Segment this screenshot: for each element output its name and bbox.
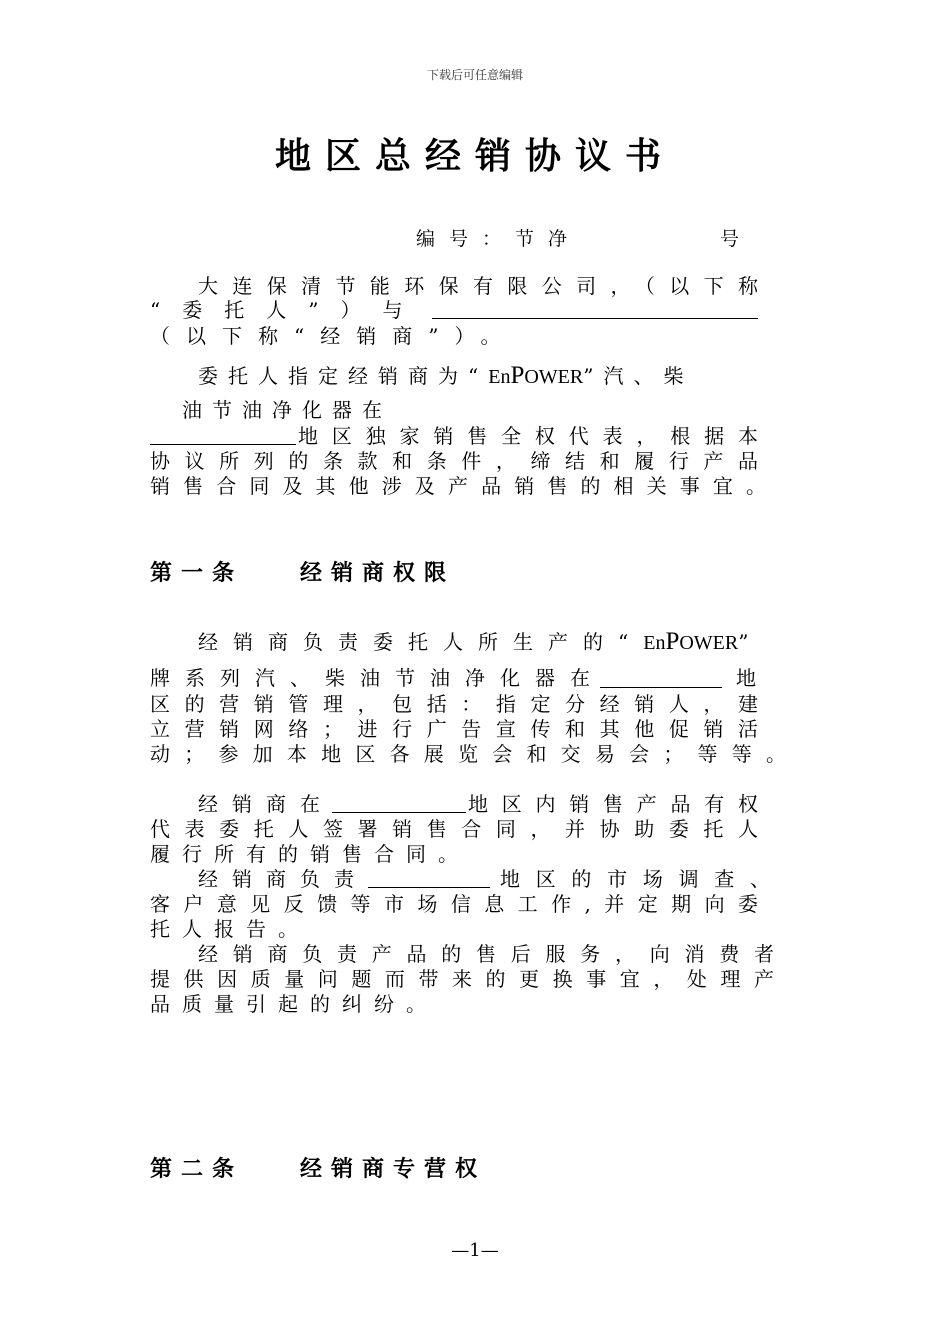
document-title: 地区总经销协议书 xyxy=(274,135,675,177)
para1-line-4: 协议所列的条款和条件，缔结和履行产品 xyxy=(150,449,758,473)
s1p3-line-2: 客户意见反馈等市场信息工作,并定期向委 xyxy=(150,892,758,916)
brand-p: P xyxy=(510,362,525,389)
s1p2-line-1-a: 经销商在 xyxy=(198,792,334,816)
s1p3-line-1-b: 地区的市场调查、 xyxy=(500,867,770,891)
s1p1-line-4: 立营销网络；进行广告宣传和其他促销活 xyxy=(150,717,758,741)
s1p1-line-2-end: 地 xyxy=(736,666,769,690)
party-name-blank[interactable] xyxy=(432,318,758,319)
brand-ower-2: OWER xyxy=(679,632,739,654)
region-blank-4[interactable] xyxy=(368,887,490,888)
intro-line-2-text: “委托人”）与 xyxy=(150,298,425,322)
section1-title: 经销商权限 xyxy=(300,560,456,586)
para1-line-5: 销售合同及其他涉及产品销售的相关事宜。 xyxy=(150,474,766,498)
intro-line-3: （以下称“经销商”）。 xyxy=(150,324,517,348)
section2-number: 第二条 xyxy=(150,1156,244,1182)
para1-line-1-b: ”汽、柴 xyxy=(583,364,694,388)
s1p2-line-3: 履行所有的销售合同。 xyxy=(150,842,470,866)
s1p3-line-3: 托人报告。 xyxy=(150,917,310,941)
para1-line-3: 地区独家销售全权代表，根据本 xyxy=(298,424,758,448)
s1p3-line-1-a: 经销商负责 xyxy=(198,867,368,891)
s1p4-line-1: 经销商负责产品的售后服务，向消费者 xyxy=(198,942,774,966)
s1p1-line-1-a: 经销商负责委托人所生产的“ xyxy=(198,630,644,654)
s1p4-line-2: 提供因质量问题而带来的更换事宜，处理产 xyxy=(150,967,774,991)
s1p1-line-2: 牌系列汽、柴油节油净化器在 xyxy=(150,666,590,690)
s1p1-line-5: 动；参加本地区各展览会和交易会；等等。 xyxy=(150,742,786,766)
region-blank-2[interactable] xyxy=(600,687,722,688)
intro-line-2 xyxy=(150,298,424,322)
brand-en: En xyxy=(488,366,511,388)
intro-line-1: 大连保清节能环保有限公司，（以下称 xyxy=(198,274,758,298)
page-header: 下载后可任意编辑 xyxy=(426,68,523,82)
para1-line-1-a: 委托人指定经销商为“ xyxy=(198,364,489,388)
section2-title: 经销商专营权 xyxy=(300,1156,487,1182)
doc-number-label: 编号：节净 xyxy=(416,228,582,250)
brand-p-2: P xyxy=(665,628,680,655)
para1-line-1 xyxy=(198,364,693,389)
section1-number: 第一条 xyxy=(150,560,244,586)
page-number: —1— xyxy=(451,1240,499,1261)
para1-line-2: 油节油净化器在 xyxy=(182,398,392,422)
s1p2-line-1-b: 地区内销售产品有权 xyxy=(468,792,758,816)
region-blank-1[interactable] xyxy=(150,444,296,445)
doc-number-suffix: 号 xyxy=(720,228,740,250)
region-blank-3[interactable] xyxy=(332,812,466,813)
s1p1-line-1 xyxy=(198,630,763,655)
s1p1-line-3: 区的营销管理，包括：指定分经销人，建 xyxy=(150,692,758,716)
s1p4-line-3: 品质量引起的纠纷。 xyxy=(150,992,438,1016)
brand-en-2: En xyxy=(643,632,666,654)
brand-ower: OWER xyxy=(524,366,584,388)
s1p2-line-2: 代表委托人签署销售合同，并协助委托人 xyxy=(150,817,758,841)
s1p1-line-1-b: ” xyxy=(738,630,764,654)
